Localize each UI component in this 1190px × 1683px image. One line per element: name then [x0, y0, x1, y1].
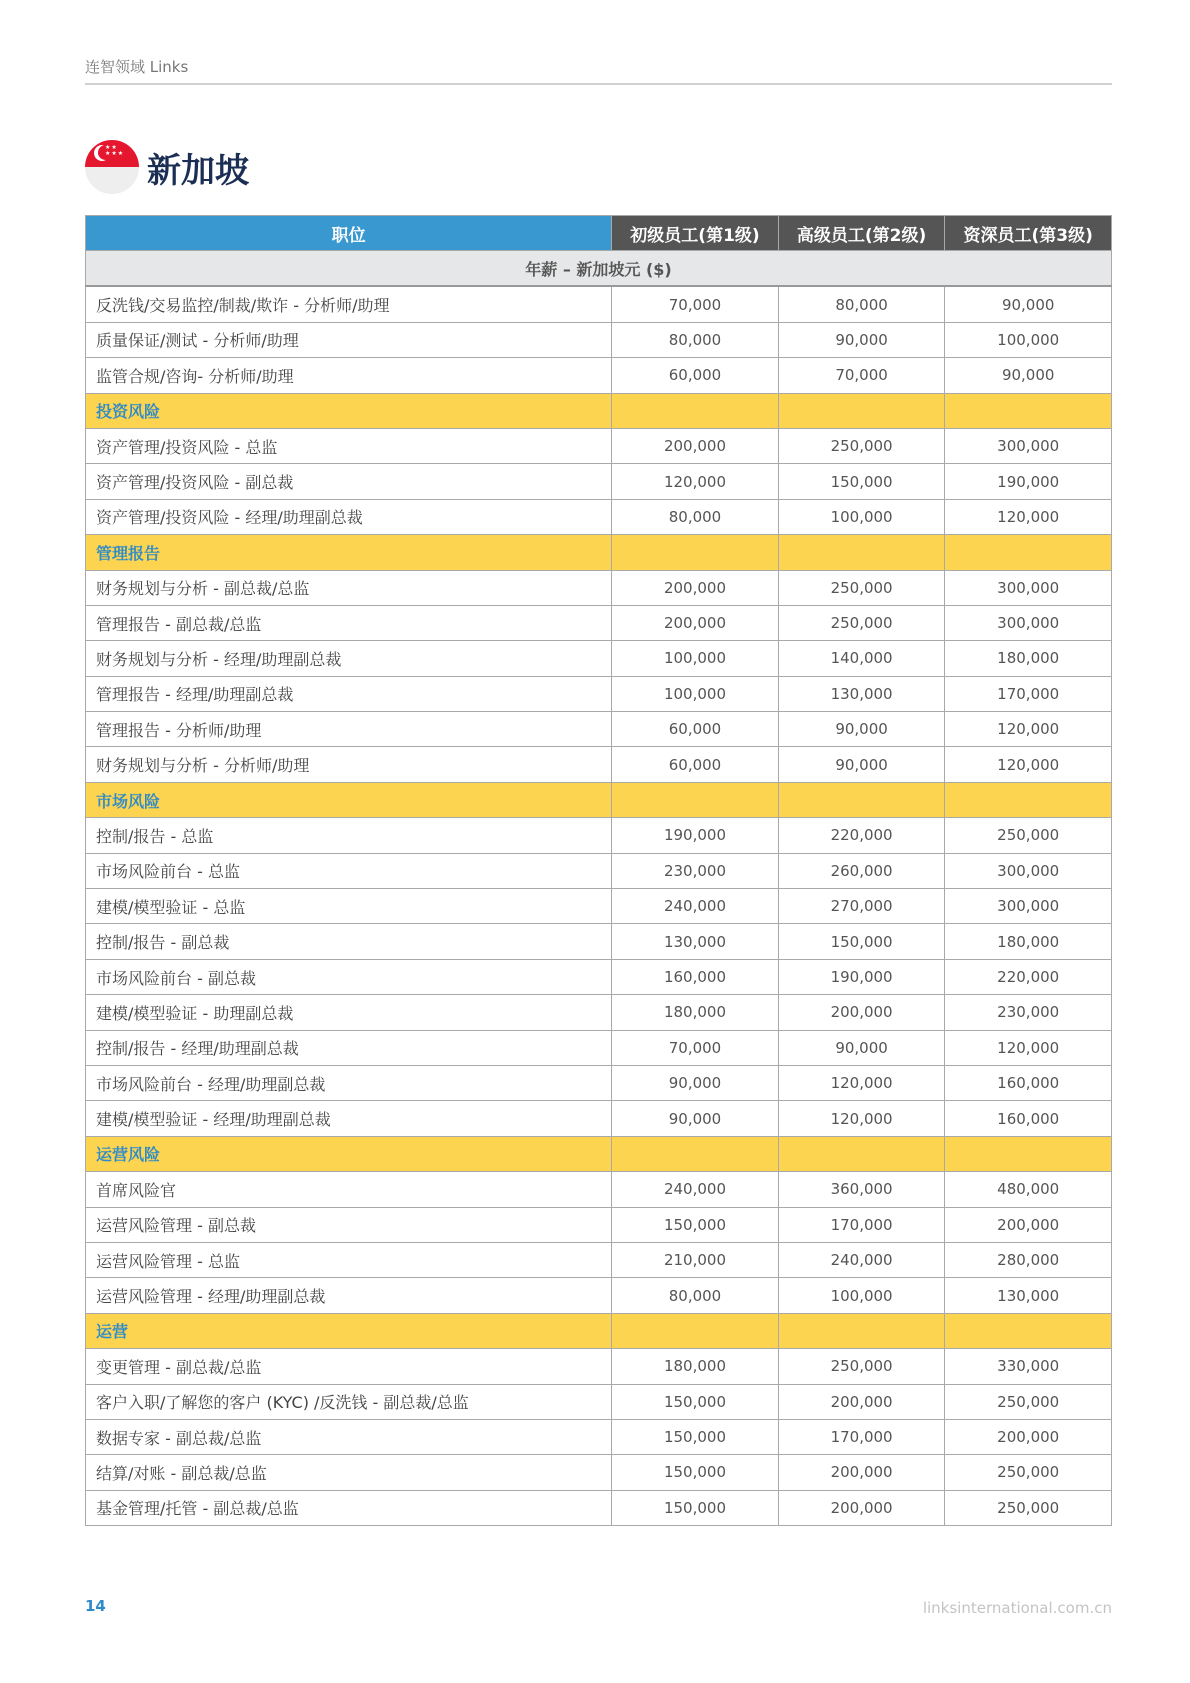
salary-level-1: 150,000 [612, 1419, 779, 1454]
salary-level-1: 150,000 [612, 1455, 779, 1490]
section-empty-cell [945, 1136, 1112, 1171]
salary-level-2: 70,000 [778, 358, 945, 393]
position-name: 控制/报告 - 副总裁 [86, 924, 612, 959]
salary-level-1: 160,000 [612, 959, 779, 994]
salary-level-3: 250,000 [945, 1455, 1112, 1490]
salary-level-2: 200,000 [778, 1384, 945, 1419]
salary-level-3: 250,000 [945, 818, 1112, 853]
section-title: 市场风险 [86, 782, 612, 817]
section-empty-cell [778, 1136, 945, 1171]
section-empty-cell [778, 393, 945, 428]
salary-level-2: 170,000 [778, 1419, 945, 1454]
position-name: 运营风险管理 - 副总裁 [86, 1207, 612, 1242]
salary-level-2: 250,000 [778, 570, 945, 605]
salary-level-2: 200,000 [778, 1455, 945, 1490]
salary-level-1: 80,000 [612, 322, 779, 357]
salary-level-3: 200,000 [945, 1419, 1112, 1454]
column-header-level-3: 资深员工(第3级) [945, 216, 1112, 251]
salary-level-3: 300,000 [945, 889, 1112, 924]
table-row [86, 1101, 1112, 1136]
salary-level-2: 80,000 [778, 286, 945, 322]
position-name: 建模/模型验证 - 经理/助理副总裁 [86, 1101, 612, 1136]
position-name: 数据专家 - 副总裁/总监 [86, 1419, 612, 1454]
position-name: 运营风险管理 - 总监 [86, 1242, 612, 1277]
salary-level-3: 250,000 [945, 1384, 1112, 1419]
salary-level-3: 120,000 [945, 1030, 1112, 1065]
salary-level-1: 90,000 [612, 1101, 779, 1136]
position-name: 监管合规/咨询- 分析师/助理 [86, 358, 612, 393]
salary-level-1: 130,000 [612, 924, 779, 959]
salary-level-3: 180,000 [945, 641, 1112, 676]
table-row [86, 1242, 1112, 1277]
table-subheader-row [86, 251, 1112, 287]
salary-level-2: 90,000 [778, 1030, 945, 1065]
table-row [86, 464, 1112, 499]
salary-level-1: 240,000 [612, 889, 779, 924]
salary-level-3: 300,000 [945, 853, 1112, 888]
salary-level-3: 130,000 [945, 1278, 1112, 1313]
section-row [86, 1313, 1112, 1348]
salary-level-2: 260,000 [778, 853, 945, 888]
header-divider [85, 83, 1112, 85]
salary-level-2: 170,000 [778, 1207, 945, 1242]
table-row [86, 924, 1112, 959]
table-row [86, 676, 1112, 711]
section-empty-cell [612, 393, 779, 428]
salary-level-3: 90,000 [945, 358, 1112, 393]
salary-level-1: 210,000 [612, 1242, 779, 1277]
table-row [86, 1455, 1112, 1490]
page-heading [85, 140, 249, 194]
section-row [86, 535, 1112, 570]
table-row [86, 499, 1112, 534]
salary-level-1: 200,000 [612, 428, 779, 463]
table-row [86, 1030, 1112, 1065]
salary-level-1: 90,000 [612, 1065, 779, 1100]
salary-level-2: 90,000 [778, 747, 945, 782]
table-row [86, 1065, 1112, 1100]
table-header-row [86, 216, 1112, 251]
position-name: 市场风险前台 - 副总裁 [86, 959, 612, 994]
salary-level-2: 150,000 [778, 464, 945, 499]
table-row [86, 853, 1112, 888]
table-row [86, 959, 1112, 994]
salary-level-2: 90,000 [778, 322, 945, 357]
salary-level-2: 120,000 [778, 1101, 945, 1136]
position-name: 资产管理/投资风险 - 总监 [86, 428, 612, 463]
position-name: 结算/对账 - 副总裁/总监 [86, 1455, 612, 1490]
position-name: 市场风险前台 - 经理/助理副总裁 [86, 1065, 612, 1100]
salary-level-1: 70,000 [612, 286, 779, 322]
salary-level-2: 270,000 [778, 889, 945, 924]
salary-level-3: 250,000 [945, 1490, 1112, 1525]
section-empty-cell [612, 1313, 779, 1348]
table-row [86, 747, 1112, 782]
salary-level-1: 150,000 [612, 1207, 779, 1242]
salary-level-3: 160,000 [945, 1101, 1112, 1136]
column-header-position: 职位 [86, 216, 612, 251]
table-row [86, 1419, 1112, 1454]
salary-level-3: 120,000 [945, 712, 1112, 747]
section-title: 管理报告 [86, 535, 612, 570]
salary-level-2: 90,000 [778, 712, 945, 747]
table-row [86, 889, 1112, 924]
salary-level-2: 150,000 [778, 924, 945, 959]
salary-level-3: 120,000 [945, 747, 1112, 782]
table-row [86, 428, 1112, 463]
salary-level-2: 100,000 [778, 499, 945, 534]
salary-level-2: 140,000 [778, 641, 945, 676]
position-name: 质量保证/测试 - 分析师/助理 [86, 322, 612, 357]
page-number: 14 [85, 1597, 106, 1615]
table-row [86, 1384, 1112, 1419]
position-name: 管理报告 - 经理/助理副总裁 [86, 676, 612, 711]
section-empty-cell [612, 1136, 779, 1171]
position-name: 控制/报告 - 总监 [86, 818, 612, 853]
salary-level-1: 80,000 [612, 499, 779, 534]
position-name: 运营风险管理 - 经理/助理副总裁 [86, 1278, 612, 1313]
position-name: 客户入职/了解您的客户 (KYC) /反洗钱 - 副总裁/总监 [86, 1384, 612, 1419]
salary-level-1: 150,000 [612, 1490, 779, 1525]
position-name: 管理报告 - 分析师/助理 [86, 712, 612, 747]
salary-level-1: 80,000 [612, 1278, 779, 1313]
salary-level-1: 180,000 [612, 995, 779, 1030]
position-name: 财务规划与分析 - 经理/助理副总裁 [86, 641, 612, 676]
salary-level-3: 300,000 [945, 605, 1112, 640]
salary-level-1: 200,000 [612, 605, 779, 640]
position-name: 管理报告 - 副总裁/总监 [86, 605, 612, 640]
brand-header: 连智领域 Links [85, 58, 189, 76]
salary-level-3: 300,000 [945, 570, 1112, 605]
section-empty-cell [778, 1313, 945, 1348]
salary-level-1: 200,000 [612, 570, 779, 605]
table-row [86, 1349, 1112, 1384]
salary-level-3: 180,000 [945, 924, 1112, 959]
salary-currency-label: 年薪 – 新加坡元 ($) [86, 251, 1112, 287]
salary-level-3: 90,000 [945, 286, 1112, 322]
salary-level-1: 180,000 [612, 1349, 779, 1384]
position-name: 首席风险官 [86, 1172, 612, 1207]
section-empty-cell [778, 782, 945, 817]
salary-level-3: 120,000 [945, 499, 1112, 534]
table-row [86, 712, 1112, 747]
section-empty-cell [612, 535, 779, 570]
table-row [86, 1172, 1112, 1207]
salary-level-2: 100,000 [778, 1278, 945, 1313]
salary-level-2: 250,000 [778, 605, 945, 640]
salary-level-2: 250,000 [778, 428, 945, 463]
table-row [86, 1490, 1112, 1525]
salary-level-2: 200,000 [778, 1490, 945, 1525]
salary-level-1: 60,000 [612, 358, 779, 393]
salary-level-3: 480,000 [945, 1172, 1112, 1207]
salary-level-1: 100,000 [612, 676, 779, 711]
position-name: 控制/报告 - 经理/助理副总裁 [86, 1030, 612, 1065]
section-title: 投资风险 [86, 393, 612, 428]
singapore-flag-icon: ★★ ★★★ [85, 140, 139, 194]
salary-level-2: 360,000 [778, 1172, 945, 1207]
table-row [86, 570, 1112, 605]
section-empty-cell [612, 782, 779, 817]
salary-level-1: 230,000 [612, 853, 779, 888]
salary-level-3: 330,000 [945, 1349, 1112, 1384]
section-title: 运营 [86, 1313, 612, 1348]
salary-level-3: 230,000 [945, 995, 1112, 1030]
salary-level-1: 190,000 [612, 818, 779, 853]
salary-level-2: 130,000 [778, 676, 945, 711]
section-row [86, 393, 1112, 428]
salary-level-3: 300,000 [945, 428, 1112, 463]
salary-level-3: 220,000 [945, 959, 1112, 994]
website-link[interactable]: linksinternational.com.cn [922, 1599, 1112, 1617]
salary-level-1: 60,000 [612, 712, 779, 747]
position-name: 基金管理/托管 - 副总裁/总监 [86, 1490, 612, 1525]
section-empty-cell [945, 535, 1112, 570]
table-row [86, 1207, 1112, 1242]
salary-level-3: 200,000 [945, 1207, 1112, 1242]
salary-table [85, 215, 1112, 1526]
position-name: 建模/模型验证 - 总监 [86, 889, 612, 924]
salary-level-2: 250,000 [778, 1349, 945, 1384]
table-row [86, 358, 1112, 393]
salary-level-2: 200,000 [778, 995, 945, 1030]
salary-level-2: 220,000 [778, 818, 945, 853]
salary-level-1: 240,000 [612, 1172, 779, 1207]
page-title: 新加坡 [147, 150, 249, 191]
position-name: 财务规划与分析 - 副总裁/总监 [86, 570, 612, 605]
table-row [86, 641, 1112, 676]
position-name: 建模/模型验证 - 助理副总裁 [86, 995, 612, 1030]
table-row [86, 995, 1112, 1030]
table-row [86, 605, 1112, 640]
salary-level-3: 280,000 [945, 1242, 1112, 1277]
salary-level-1: 100,000 [612, 641, 779, 676]
column-header-level-2: 高级员工(第2级) [778, 216, 945, 251]
salary-level-2: 190,000 [778, 959, 945, 994]
section-empty-cell [945, 782, 1112, 817]
section-row [86, 1136, 1112, 1171]
salary-level-1: 60,000 [612, 747, 779, 782]
section-empty-cell [945, 1313, 1112, 1348]
salary-level-2: 240,000 [778, 1242, 945, 1277]
column-header-level-1: 初级员工(第1级) [612, 216, 779, 251]
salary-level-3: 160,000 [945, 1065, 1112, 1100]
salary-level-1: 150,000 [612, 1384, 779, 1419]
section-row [86, 782, 1112, 817]
section-empty-cell [945, 393, 1112, 428]
section-empty-cell [778, 535, 945, 570]
table-row [86, 322, 1112, 357]
salary-level-1: 70,000 [612, 1030, 779, 1065]
salary-level-2: 120,000 [778, 1065, 945, 1100]
position-name: 反洗钱/交易监控/制裁/欺诈 - 分析师/助理 [86, 286, 612, 322]
position-name: 变更管理 - 副总裁/总监 [86, 1349, 612, 1384]
table-row [86, 286, 1112, 322]
position-name: 市场风险前台 - 总监 [86, 853, 612, 888]
salary-level-1: 120,000 [612, 464, 779, 499]
position-name: 资产管理/投资风险 - 副总裁 [86, 464, 612, 499]
section-title: 运营风险 [86, 1136, 612, 1171]
position-name: 资产管理/投资风险 - 经理/助理副总裁 [86, 499, 612, 534]
table-row [86, 818, 1112, 853]
table-row [86, 1278, 1112, 1313]
position-name: 财务规划与分析 - 分析师/助理 [86, 747, 612, 782]
salary-level-3: 100,000 [945, 322, 1112, 357]
salary-level-3: 190,000 [945, 464, 1112, 499]
salary-level-3: 170,000 [945, 676, 1112, 711]
